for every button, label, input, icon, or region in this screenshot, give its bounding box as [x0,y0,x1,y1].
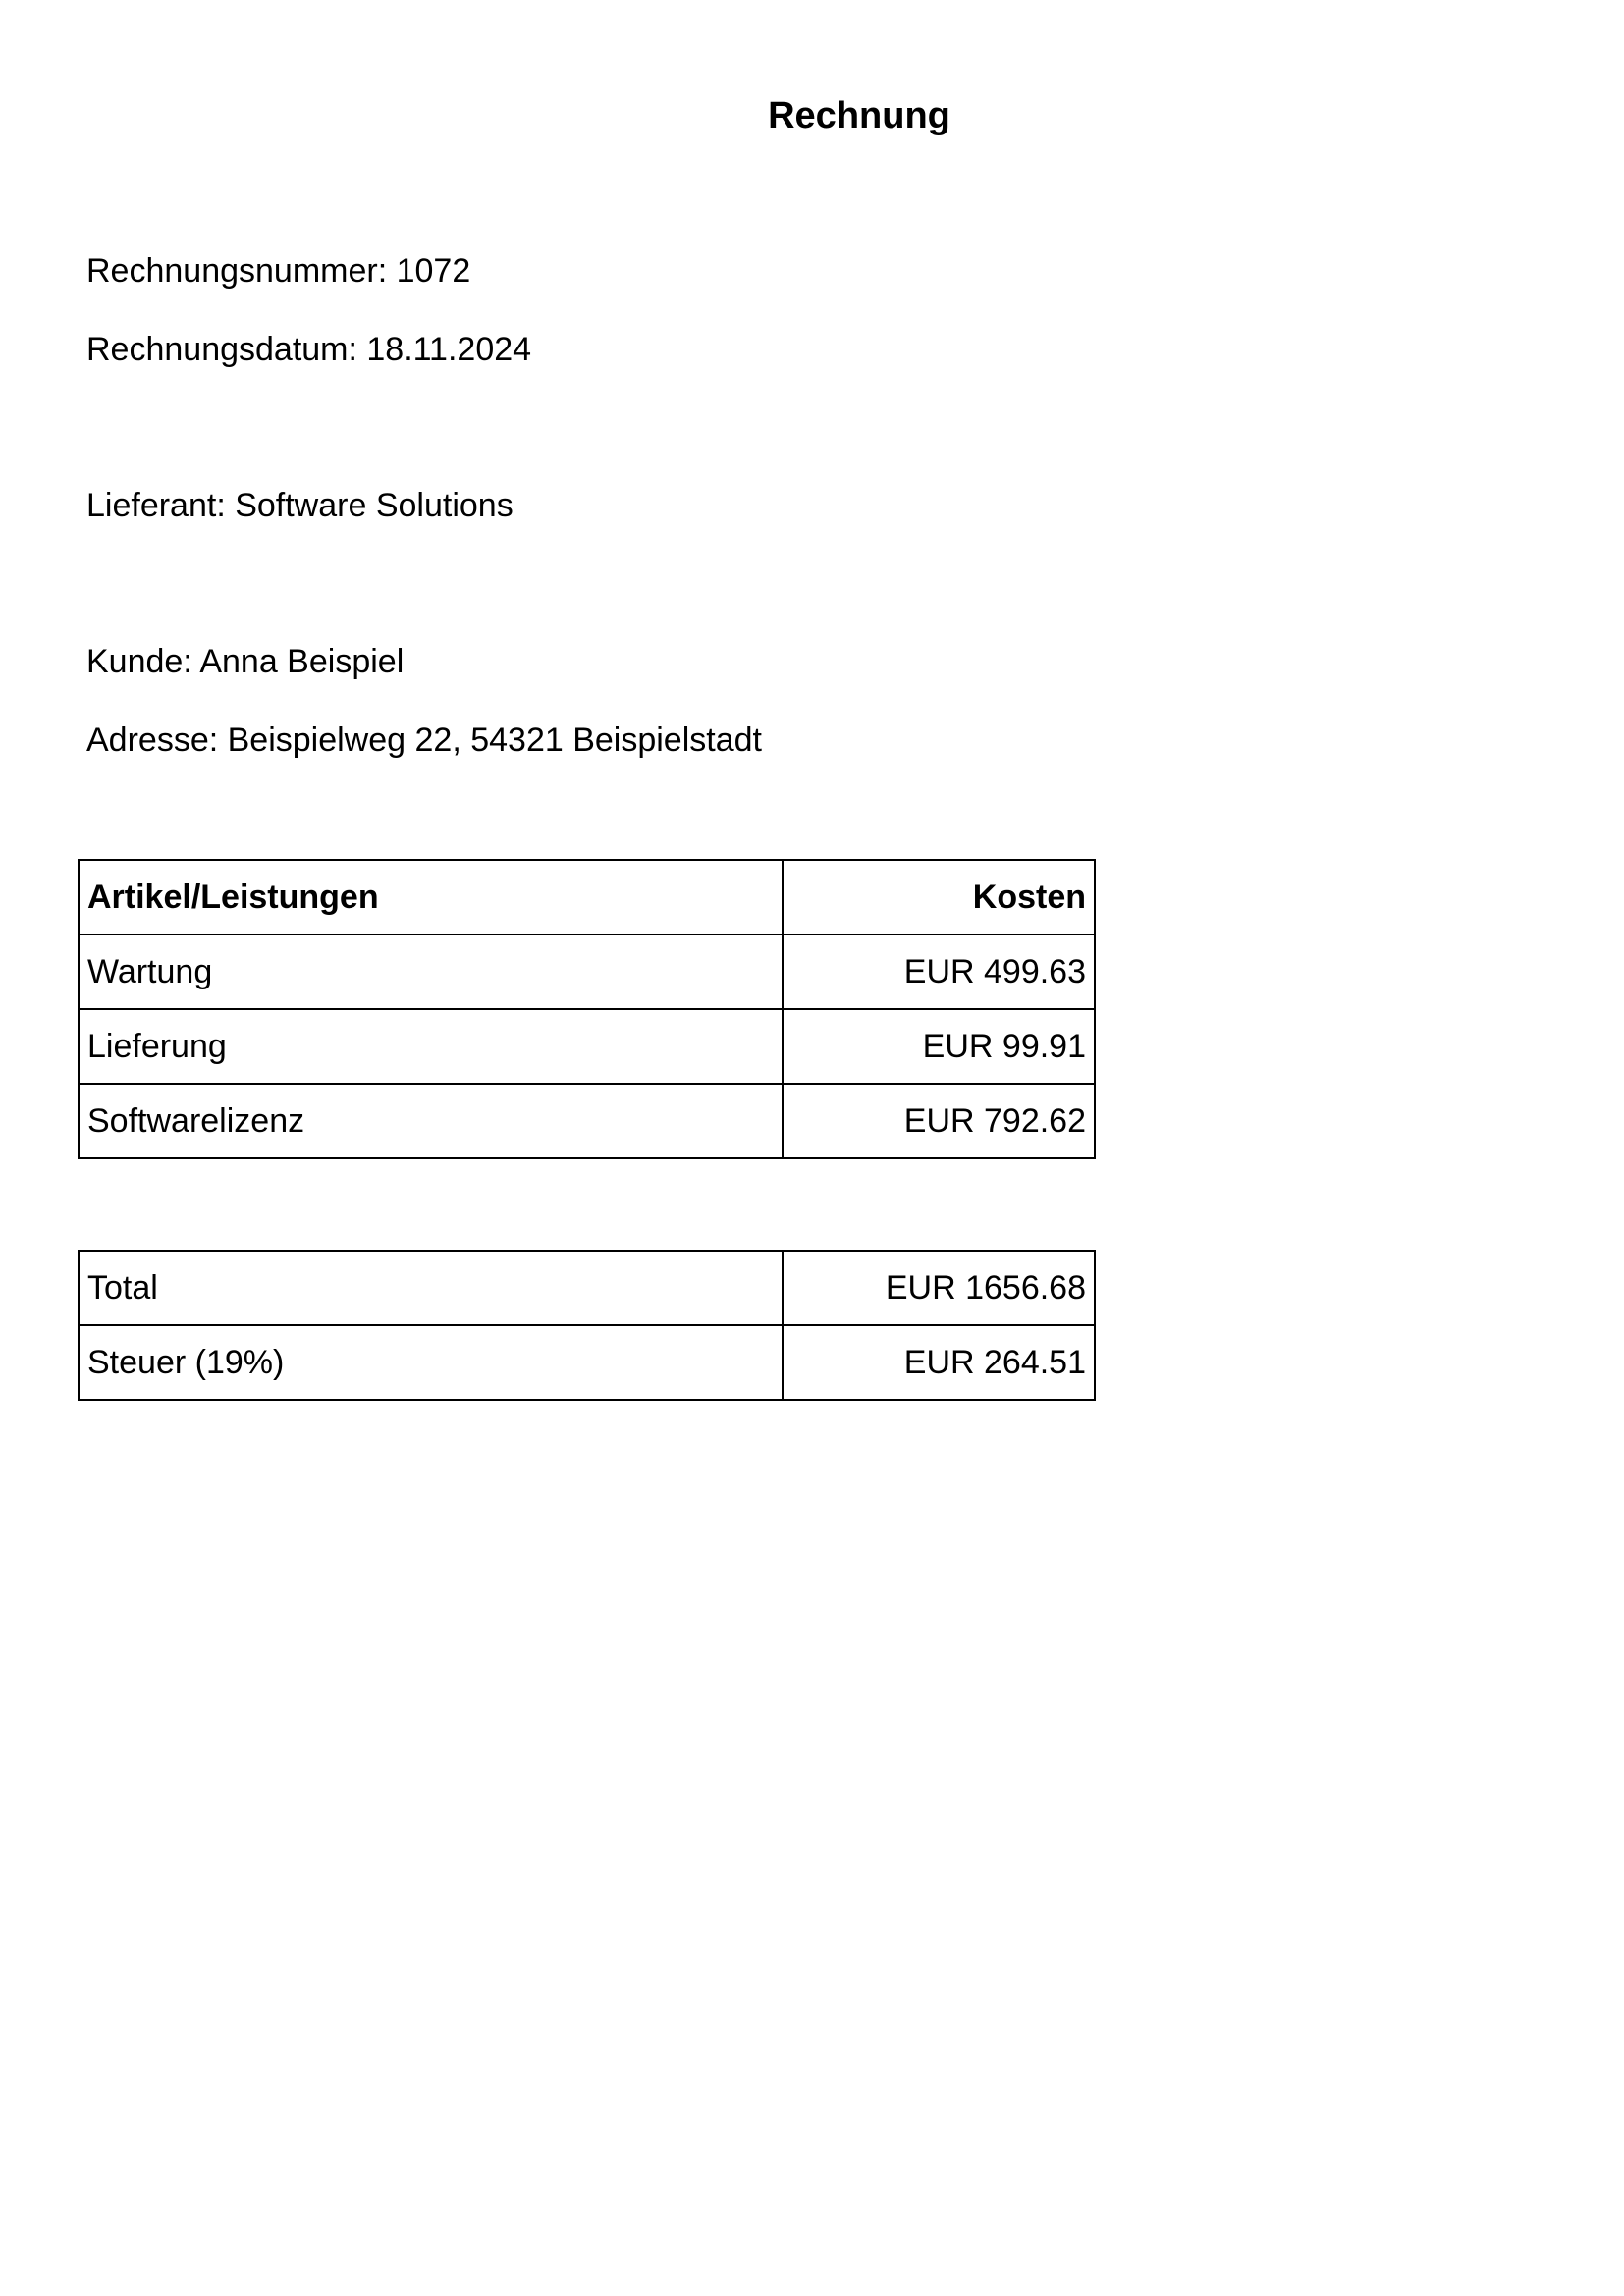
table-row [79,1009,1095,1084]
total-label: Total [79,1251,783,1325]
item-cost: EUR 499.63 [783,934,1095,1009]
items-table [78,859,1096,1159]
invoice-date: Rechnungsdatum: 18.11.2024 [86,331,532,368]
item-name: Wartung [79,934,783,1009]
invoice-number: Rechnungsnummer: 1072 [86,252,471,290]
tax-label: Steuer (19%) [79,1325,783,1400]
table-row [79,1251,1095,1325]
column-header-items: Artikel/Leistungen [79,860,783,934]
items-table-header [79,860,1095,934]
item-cost: EUR 792.62 [783,1084,1095,1158]
totals-table [78,1250,1096,1401]
table-row [79,934,1095,1009]
column-header-costs: Kosten [783,860,1095,934]
item-name: Softwarelizenz [79,1084,783,1158]
page-title: Rechnung [768,95,950,136]
supplier: Lieferant: Software Solutions [86,487,514,524]
item-name: Lieferung [79,1009,783,1084]
customer-address: Adresse: Beispielweg 22, 54321 Beispielstadt [86,721,762,759]
item-cost: EUR 99.91 [783,1009,1095,1084]
table-row [79,1084,1095,1158]
tax-value: EUR 264.51 [783,1325,1095,1400]
customer: Kunde: Anna Beispiel [86,643,405,680]
total-value: EUR 1656.68 [783,1251,1095,1325]
table-row [79,1325,1095,1400]
